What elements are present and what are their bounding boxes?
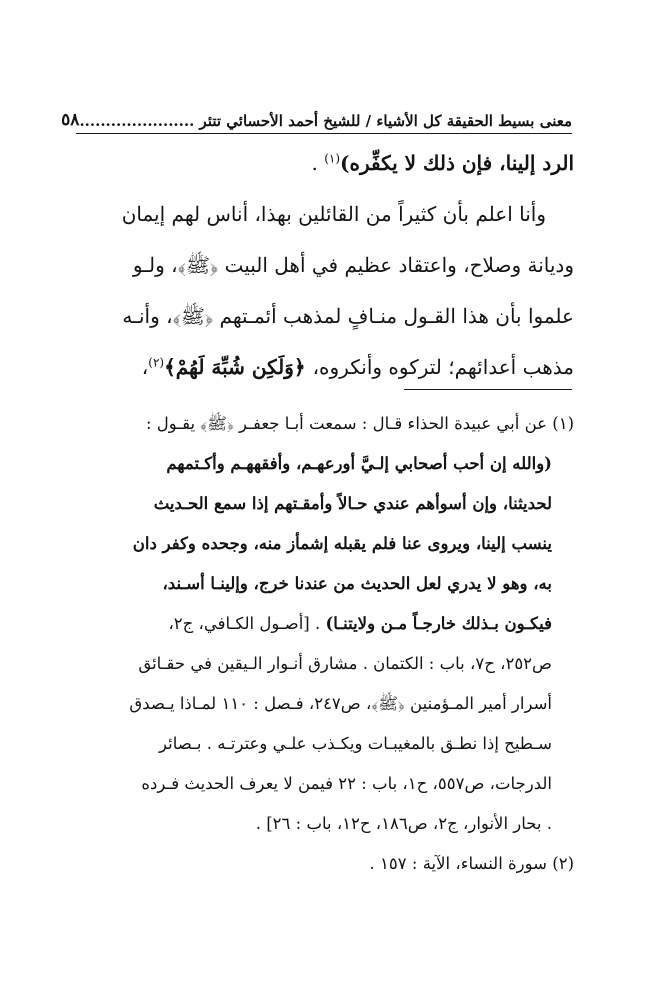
- running-title: معنى بسيط الحقيقة كل الأشياء / للشيخ أحمد الأحسائي تتئر ......................: [79, 112, 572, 130]
- footnote-1-line-1: (١) عن أبي عبيدة الحذاء قـال : سمعت أبـا جعفـر ﴿ﷺ﴾ يقـول :: [145, 414, 574, 433]
- footnote-1-line-6: [74, 604, 574, 644]
- body-line-5: [74, 342, 574, 393]
- citation-start: . [أصـول الكـافي، ج٢،: [168, 614, 326, 633]
- line-ending: .: [311, 151, 325, 175]
- footnote-separator: [404, 389, 572, 390]
- body-line-3: وديانة وصلاح، واعتقاد عظيم في أهل البيت ﴿ﷺ﴾، ولـو: [132, 253, 574, 277]
- line-text: مذهب أعدائهم؛ لتركوه وأنكروه،: [312, 355, 574, 379]
- main-text: [74, 138, 574, 393]
- body-line-1: [74, 138, 574, 189]
- quran-verse: ﴿وَلَكِن شُبِّهَ لَهُمْ﴾: [164, 355, 313, 379]
- footnote-1-line-7: ص٢٥٢، ح٧، باب : الكتمان . مشارق أنـوار الـيقين في حقـائق: [138, 654, 552, 673]
- footnote-ref-1: (١): [324, 151, 341, 166]
- footnote-1-line-9: سـطيح إذا نطـق بالمغيبـات ويكـذب علـي وعترتـه . بـصائر: [159, 734, 552, 753]
- footnote-1-line-10: الدرجات، ص٥٥٧، ح١، باب : ٢٢ فيمن لا يعرف الحديث فـرده: [141, 774, 552, 793]
- footnote-1-line-4: ينسب إلينا، ويروى عنا فلم يقبله إشمأز منه، وجحده وكفر دان: [132, 534, 552, 553]
- footnote-1-line-2: (والله إن أحب أصحابي إلـيَّ أورعهـم، وأفقههـم وأكـتمهم: [166, 454, 552, 473]
- footnote-1-line-3: لحديثنا، وإن أسوأهم عندي حـالاً وأمقـتهم إذا سمع الحـديث: [153, 494, 552, 513]
- footnote-1-line-8: أسرار أمير المـؤمنين ﴿ﷺ﴾، ص٢٤٧، فـصل : ١١٠ لمـاذا يـصدق: [129, 694, 552, 713]
- line-ending: ،: [141, 355, 149, 379]
- page-number: ٥٨: [61, 110, 80, 130]
- footnotes: [74, 404, 574, 884]
- footnote-1-line-5: به، وهو لا يدري لعل الحديث من عندنا خرج، وإلينـا أسـند،: [162, 574, 552, 593]
- quote-ending: فيكـون بـذلك خارجـاً مـن ولايتنـا): [325, 614, 552, 633]
- running-header: [61, 104, 572, 134]
- footnote-ref-2: (٢): [148, 355, 165, 370]
- footnote-1-line-11: . بحار الأنوار، ج٢، ص١٨٦، ح١٢، باب : ٢٦] .: [255, 814, 552, 833]
- footnote-2: (٢) سورة النساء، الآية : ١٥٧ .: [369, 854, 574, 873]
- body-line-4: علموا بأن هذا القـول منـافٍ لمذهب أئمـتهم ﴿ﷺ﴾، وأنـه: [122, 304, 574, 328]
- body-line-2: وأنا اعلم بأن كثيراً من القائلين بهذا، أناس لهم إيمان: [121, 202, 546, 226]
- quote-ending: الرد إلينا، فإن ذلك لا يكفِّره): [340, 151, 574, 175]
